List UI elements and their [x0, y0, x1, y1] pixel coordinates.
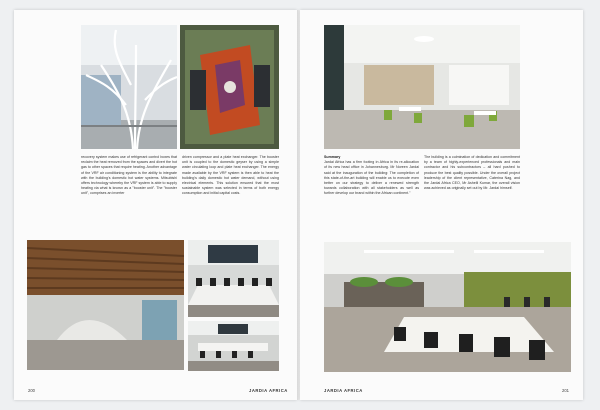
summary-subhead: Summary	[324, 155, 341, 159]
right-folio: 201	[562, 388, 569, 393]
cafeteria-photo	[324, 25, 520, 149]
boardroom-photo	[188, 240, 279, 317]
right-body-text-1: Jardai Africa has a firm footing in Africa in its re-allocation of its new head office in Johannesburg. Mr Noreen Jardai said at the inauguration of the building: The completion of this state-of-the-art building will enable us to execute even better on our strategy to deliver a renewed strength towards collaboration with all stakeholders as well as further develop our brand within the African continent."	[324, 160, 419, 196]
left-body-text-2: driven compressor and a plate heat exchanger. The booster unit is coupled to the domestic geyser by using a simple water circulating loop and plate heat exchanger. The energy made available by the VRF system is then able to heat the building's daily domestic hot water demand, without using electrical elements. This solution ensured that the most sustainable system was selected in terms of both energy consumption and initial capital costs.	[182, 155, 279, 196]
left-body-text-1: recovery system makes use of refrigerant control boxes that reclaim the heat removed from the spaces and divert the hot gas to other spaces that require heating. Another advantage of the VRF air conditioning system is the ability to integrate with the building's domestic hot water systems. Mitsubishi offers technology whereby the VRF system is able to supply heating via what is known as a "booster unit". The "booster unit", comprises an inverter	[81, 155, 177, 196]
reception-timber-ceiling-photo	[27, 240, 184, 370]
atrium-tree-sculpture-photo	[81, 25, 177, 149]
right-page	[300, 10, 583, 400]
open-plan-office-photo	[324, 242, 571, 372]
lounge-rug-aerial-photo	[180, 25, 279, 149]
left-body-column-2	[182, 155, 279, 235]
left-running-head: JARDIA AFRICA	[249, 388, 288, 393]
right-body-text-2: The building is a culmination of dedication and commitment by a team of highly-experienced professionals and main contractor and his subcontractors – all hard pushed to produce the best quality possible. Under the overall project leadership of the client representative, Caterina Nag, and the Jardai Africa CEO, Mr Ashelli Kumar, the overall vision was achieved as originally set out by Mr. Jardai himself.	[424, 155, 520, 191]
left-body-column-1	[81, 155, 177, 235]
right-body-column-2	[424, 155, 520, 240]
right-running-head: JARDIA AFRICA	[324, 388, 363, 393]
meeting-room-photo	[188, 321, 279, 371]
left-page	[14, 10, 297, 400]
left-folio: 200	[28, 388, 35, 393]
right-body-column-1	[324, 155, 419, 240]
